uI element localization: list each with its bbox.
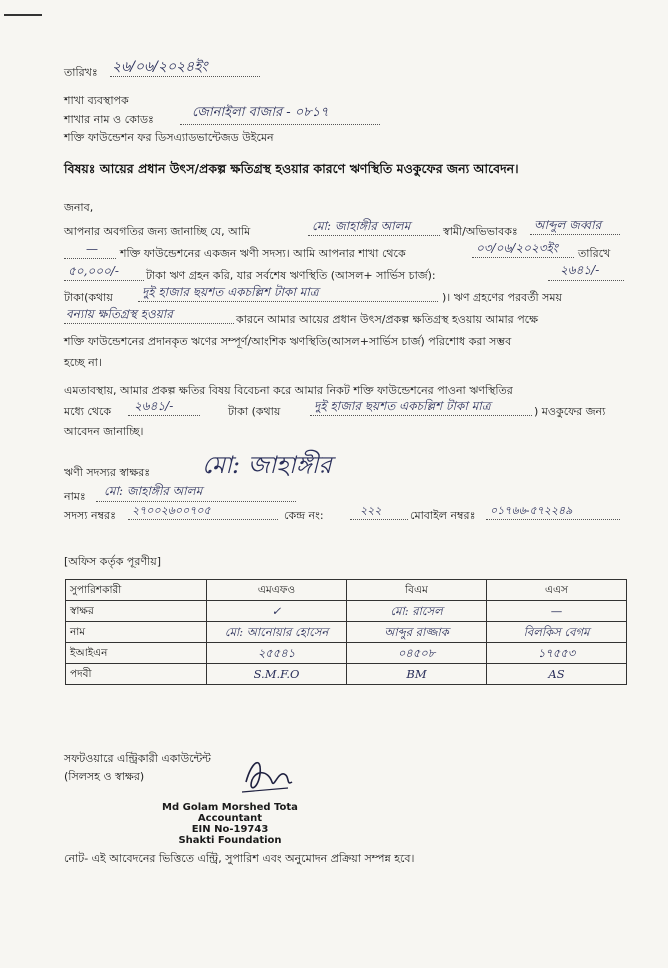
accountant-title: সফটওয়ারে এন্ট্রিকারী একাউন্টেন্ট (64, 752, 211, 765)
loan-date: ০৩/০৬/২০২৩ইং (476, 241, 558, 255)
as-signature: — (487, 601, 627, 622)
mfo-name: মো: আনোয়ার হোসেন (207, 622, 347, 643)
recipient-title: শাখা ব্যবস্থাপক (64, 94, 129, 107)
member-name-label: নামঃ (64, 490, 86, 503)
column-header: এমএফও (207, 580, 347, 601)
office-header-row (66, 580, 627, 601)
p1-e: টাকা ঋণ গ্রহন করি, যার সর্বশেষ ঋণস্থিতি (আসল+ সার্ভিস চার্জ): (146, 269, 436, 282)
office-row-signature (66, 601, 627, 622)
disaster-reason: বন্যায় ক্ষতিগ্রস্থ হওয়ার (66, 307, 173, 321)
loan-amount: ৫০,০০০/- (68, 264, 119, 278)
p1-i: শক্তি ফাউন্ডেশনের প্রদানকৃত ঋণের সম্পূর্ণ/আংশিক ঋণস্থিতি(আসল+সার্ভিস চার্জ) পরিশোধ করা সম্ভব (64, 335, 512, 348)
row-label: স্বাক্ষর (66, 601, 207, 622)
row-label: নাম (66, 622, 207, 643)
member-name-inline: মো: জাহাঙ্গীর আলম (312, 219, 411, 233)
mfo-ein: ২৫৫৪১ (207, 643, 347, 664)
office-table (65, 579, 627, 685)
org-line: শক্তি ফাউন্ডেশন ফর ডিসএ্যাডভান্টেজড উইমেন (64, 131, 274, 144)
mfo-signature: ✓ (207, 601, 347, 622)
outstanding-words: দুই হাজার ছয়শত একচল্লিশ টাকা মাত্র (142, 285, 319, 299)
p2-e: আবেদন জানাচ্ছি। (64, 425, 144, 438)
p1-c: শক্তি ফাউন্ডেশনের একজন ঋণী সদস্য। আমি আপনার শাখা থেকে (120, 247, 406, 260)
center-value: ২২২ (360, 504, 382, 517)
member-signature: মো: জাহাঙ্গীর (202, 451, 332, 479)
accountant-signature (238, 752, 298, 800)
stamp-line: Accountant (197, 813, 263, 824)
stamp-line: Shakti Foundation (178, 835, 282, 846)
subject: বিষয়ঃ আয়ের প্রধান উৎস/প্রকল্প ক্ষতিগ্রস্থ হওয়ার কারণে ঋণস্থিতি মওকুফের জন্য আবেদন। (64, 161, 519, 176)
p2-b: মধ্যে থেকে (64, 405, 112, 418)
stamp-line: EIN No-19743 (191, 824, 269, 835)
member-id-value: ২৭০০২৬০০৭০৫ (132, 504, 211, 517)
p1-c-lead: — (86, 242, 98, 256)
guardian-name: আব্দুল জব্বার (534, 218, 602, 232)
branch-value: জোনাইলা বাজার - ০৮১৭ (192, 105, 329, 120)
accountant-seal-note: (সিলসহ ও স্বাক্ষর) (64, 770, 145, 783)
office-section-label: [অফিস কর্তৃক পূরণীয়] (64, 555, 161, 568)
center-label: কেন্দ্র নং: (284, 509, 324, 522)
p1-a: আপনার অবগতির জন্য জানাচ্ছি যে, আমি (64, 225, 251, 238)
as-designation: AS (487, 664, 627, 685)
stamp-line: Md Golam Morshed Tota (162, 802, 298, 813)
p1-j: হচ্ছে না। (64, 356, 102, 369)
p1-d: তারিখে (578, 247, 611, 260)
p1-b: স্বামী/অভিভাবকঃ (443, 225, 518, 238)
branch-dotline (180, 124, 380, 125)
scan-mark (4, 14, 42, 16)
p2-c: টাকা (কথায় (228, 405, 281, 418)
row-label: পদবী (66, 664, 207, 685)
date-label: তারিখঃ (64, 66, 98, 79)
as-name: বিলকিস বেগম (487, 622, 627, 643)
p1-h: কারনে আমার আয়ের প্রধান উৎস/প্রকল্প ক্ষতিগ্রস্থ হওয়ায় আমার পক্ষে (236, 313, 539, 326)
office-row-ein (66, 643, 627, 664)
mobile-label: মোবাইল নম্বরঃ (410, 509, 476, 522)
p2-a: এমতাবস্থায়, আমার প্রকল্প ক্ষতির বিষয় বিবেচনা করে আমার নিকট শক্তি ফাউন্ডেশনের পাওনা ঋণস্থিতির (64, 384, 513, 397)
waive-amount: ২৬৪১/- (134, 399, 174, 413)
date-value: ২৬/০৬/২০২৪ইং (112, 59, 208, 75)
note: নোট- এই আবেদনের ভিত্তিতে এন্ট্রি, সুপারিশ এবং অনুমোদন প্রক্রিয়া সম্পন্ন হবে। (64, 852, 415, 865)
date-dotline (110, 76, 260, 77)
office-row-name (66, 622, 627, 643)
row-label: ইআইএন (66, 643, 207, 664)
accountant-stamp (150, 802, 310, 846)
bm-name: আব্দুর রাজ্জাক (347, 622, 487, 643)
column-header: সুপারিশকারী (66, 580, 207, 601)
salutation: জনাব, (64, 201, 94, 214)
column-header: এএস (487, 580, 627, 601)
member-name-value: মো: জাহাঙ্গীর আলম (104, 484, 203, 498)
branch-label: শাখার নাম ও কোডঃ (64, 113, 154, 126)
outstanding: ২৬৪১/- (560, 263, 600, 277)
column-header: বিএম (347, 580, 487, 601)
p1-g: )। ঋণ গ্রহণের পরবর্তী সময় (442, 291, 562, 304)
bm-signature: মো: রাসেল (347, 601, 487, 622)
as-ein: ১৭৫৫৩ (487, 643, 627, 664)
bm-ein: ০৪৫০৮ (347, 643, 487, 664)
office-row-designation (66, 664, 627, 685)
member-id-label: সদস্য নম্বরঃ (64, 509, 116, 522)
bm-designation: BM (347, 664, 487, 685)
p1-f: টাকা(কথায় (64, 291, 113, 304)
waive-words: দুই হাজার ছয়শত একচল্লিশ টাকা মাত্র (314, 399, 491, 413)
member-signature-label: ঋণী সদস্যর স্বাক্ষরঃ (64, 466, 151, 479)
mfo-designation: S.M.F.O (207, 664, 347, 685)
mobile-value: ০১৭৬৬-৫৭২২৪৯ (490, 504, 573, 517)
p2-d: ) মওকুফের জন্য (534, 405, 606, 418)
